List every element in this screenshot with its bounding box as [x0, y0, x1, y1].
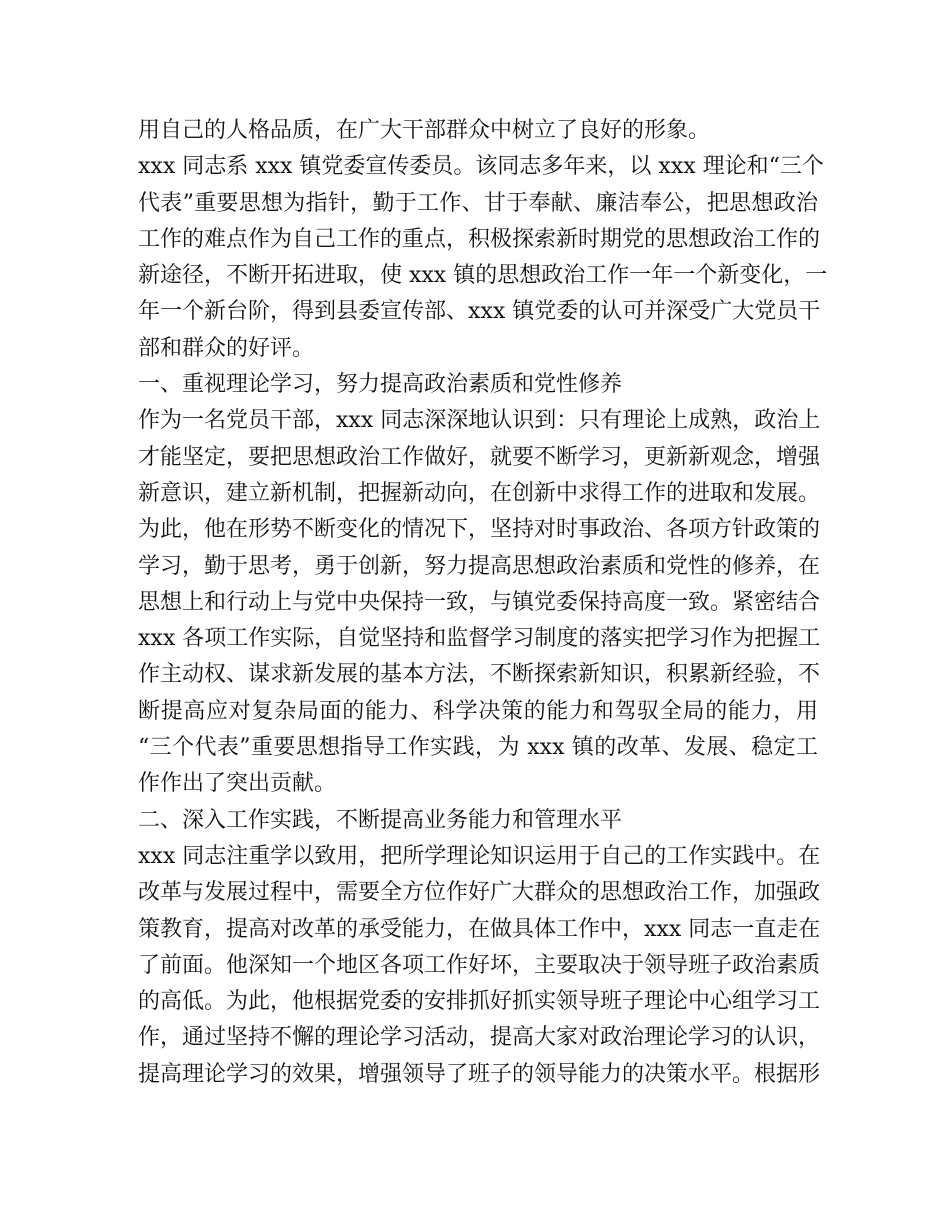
text-line: 作作出了突出贡献。 — [138, 771, 337, 797]
text-line: 了前面。他深知一个地区各项工作好坏，主要取决于领导班子政治素质 — [138, 952, 821, 978]
text-line: 代表”重要思想为指针，勤于工作、甘于奉献、廉洁奉公，把思想政治 — [138, 190, 818, 216]
section-heading: 一、重视理论学习，努力提高政治素质和党性修养 — [138, 372, 623, 398]
text-line: 学习，勤于思考，勇于创新，努力提高思想政治素质和党性的修养，在 — [138, 553, 821, 579]
text-line: 工作的难点作为自己工作的重点，积极探索新时期党的思想政治工作的 — [138, 226, 821, 252]
text-line: 才能坚定，要把思想政治工作做好，就要不断学习，更新新观念，增强 — [138, 444, 821, 470]
text-line: 作，通过坚持不懈的理论学习活动，提高大家对政治理论学习的认识， — [138, 1025, 821, 1051]
text-line: 年一个新台阶，得到县委宣传部、xxx 镇党委的认可并深受广大党员干 — [138, 299, 821, 325]
text-line: 为此，他在形势不断变化的情况下，坚持对时事政治、各项方针政策的 — [138, 517, 821, 543]
text-line: 部和群众的好评。 — [138, 335, 315, 361]
text-line: 新途径，不断开拓进取，使 xxx 镇的思想政治工作一年一个新变化，一 — [138, 263, 828, 289]
text-line: 策教育，提高对改革的承受能力，在做具体工作中，xxx 同志一直走在 — [138, 916, 821, 942]
text-line: 作为一名党员干部，xxx 同志深深地认识到：只有理论上成熟，政治上 — [138, 408, 821, 434]
text-line: xxx 同志系 xxx 镇党委宣传委员。该同志多年来，以 xxx 理论和“三个 — [138, 154, 824, 180]
text-line: 新意识，建立新机制，把握新动向，在创新中求得工作的进取和发展。 — [138, 480, 821, 506]
section-heading: 二、深入工作实践，不断提高业务能力和管理水平 — [138, 807, 623, 833]
text-line: 改革与发展过程中，需要全方位作好广大群众的思想政治工作，加强政 — [138, 880, 821, 906]
text-line: 作主动权、谋求新发展的基本方法，不断探索新知识，积累新经验，不 — [138, 662, 821, 688]
text-line: 思想上和行动上与党中央保持一致，与镇党委保持高度一致。紧密结合 — [138, 589, 821, 615]
body-text — [138, 113, 828, 1093]
text-line: xxx 各项工作实际，自觉坚持和监督学习制度的落实把学习作为把握工 — [138, 626, 821, 652]
text-line: 断提高应对复杂局面的能力、科学决策的能力和驾驭全局的能力，用 — [138, 698, 818, 724]
text-line: “三个代表”重要思想指导工作实践，为 xxx 镇的改革、发展、稳定工 — [138, 735, 818, 761]
text-line: 的高低。为此，他根据党委的安排抓好抓实领导班子理论中心组学习工 — [138, 989, 821, 1015]
text-line: 提高理论学习的效果，增强领导了班子的领导能力的决策水平。根据形 — [138, 1061, 821, 1087]
text-line: xxx 同志注重学以致用，把所学理论知识运用于自己的工作实践中。在 — [138, 843, 821, 869]
text-line: 用自己的人格品质，在广大干部群众中树立了良好的形象。 — [138, 118, 711, 143]
